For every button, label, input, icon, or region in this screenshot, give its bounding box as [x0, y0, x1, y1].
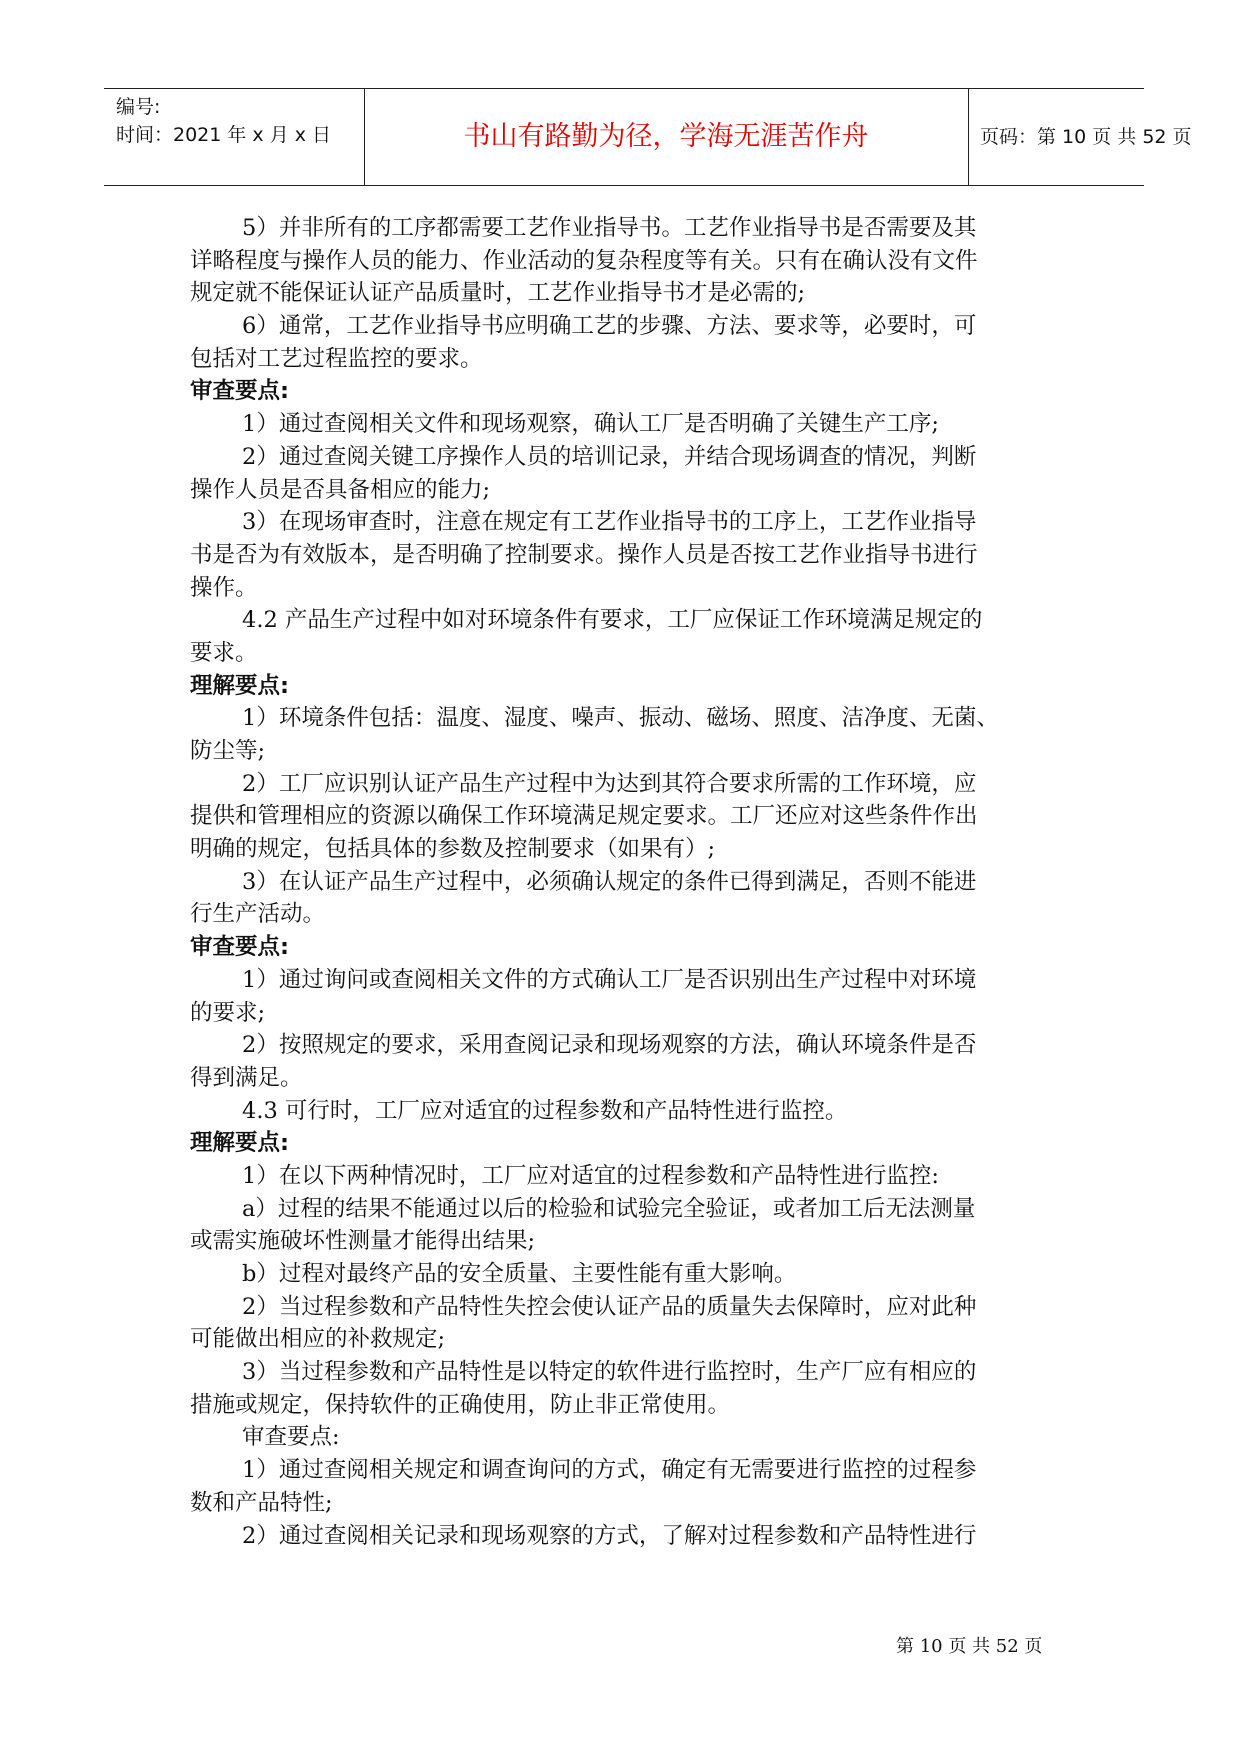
- text-line: 2）工厂应识别认证产品生产过程中为达到其符合要求所需的工作环境，应: [242, 770, 977, 797]
- text-line: 3）当过程参数和产品特性是以特定的软件进行监控时，生产厂应有相应的: [242, 1359, 977, 1386]
- text-line: 1）通过询问或查阅相关文件的方式确认工厂是否识别出生产过程中对环境: [242, 966, 977, 993]
- header-divider: [364, 89, 365, 185]
- section-heading: 审查要点:: [190, 378, 289, 405]
- text-line: 2）通过查阅关键工序操作人员的培训记录，并结合现场调查的情况，判断: [242, 443, 977, 470]
- header-motto: 书山有路勤为径，学海无涯苦作舟: [463, 121, 869, 152]
- text-line: 1）在以下两种情况时，工厂应对适宜的过程参数和产品特性进行监控:: [242, 1162, 939, 1189]
- text-line: 或需实施破坏性测量才能得出结果;: [190, 1228, 536, 1255]
- text-line: 详略程度与操作人员的能力、作业活动的复杂程度等有关。只有在确认没有文件: [190, 247, 978, 274]
- section-heading: 理解要点:: [190, 1130, 289, 1157]
- text-line: 4.2 产品生产过程中如对环境条件有要求，工厂应保证工作环境满足规定的: [242, 607, 983, 634]
- text-line: 包括对工艺过程监控的要求。: [190, 345, 483, 372]
- text-line: 操作。: [190, 574, 258, 601]
- text-line: 2）当过程参数和产品特性失控会使认证产品的质量失去保障时，应对此种: [242, 1293, 977, 1320]
- text-line: 明确的规定，包括具体的参数及控制要求（如果有）;: [190, 836, 716, 863]
- text-line: 数和产品特性;: [190, 1489, 333, 1516]
- page-footer: 第 10 页 共 52 页: [896, 1636, 1043, 1657]
- text-line: 防尘等;: [190, 738, 266, 764]
- text-line: 3）在认证产品生产过程中，必须确认规定的条件已得到满足，否则不能进: [242, 868, 977, 895]
- header-meta: [116, 93, 331, 149]
- section-heading: 理解要点:: [190, 672, 289, 699]
- text-line: 的要求;: [190, 999, 266, 1026]
- text-line: 可能做出相应的补救规定;: [190, 1326, 446, 1353]
- text-line: 提供和管理相应的资源以确保工作环境满足规定要求。工厂还应对这些条件作出: [190, 803, 978, 830]
- text-line: 1）通过查阅相关规定和调查询问的方式，确定有无需要进行监控的过程参: [242, 1457, 977, 1484]
- text-line: 书是否为有效版本，是否明确了控制要求。操作人员是否按工艺作业指导书进行: [190, 541, 978, 568]
- text-line: 要求。: [190, 639, 258, 666]
- text-line: 3）在现场审查时，注意在规定有工艺作业指导书的工序上，工艺作业指导: [242, 509, 977, 536]
- text-line: 2）按照规定的要求，采用查阅记录和现场观察的方法，确认环境条件是否: [242, 1032, 977, 1059]
- text-line: 得到满足。: [190, 1064, 303, 1091]
- document-body: [190, 212, 1055, 1552]
- time-label: 时间：2021 年 x 月 x 日: [116, 124, 332, 146]
- header-page-label: 页码：第 10 页 共 52 页: [980, 126, 1192, 148]
- text-line: 5）并非所有的工序都需要工艺作业指导书。工艺作业指导书是否需要及其: [242, 215, 977, 241]
- text-line: 措施或规定，保持软件的正确使用，防止非正常使用。: [190, 1391, 731, 1418]
- text-line: 2）通过查阅相关记录和现场观察的方式，了解对过程参数和产品特性进行: [242, 1522, 977, 1549]
- text-line: 1）通过查阅相关文件和现场观察，确认工厂是否明确了关键生产工序;: [242, 411, 939, 438]
- text-line: 规定就不能保证认证产品质量时，工艺作业指导书才是必需的;: [190, 280, 806, 307]
- page-header: [104, 88, 1192, 186]
- text-line: b）过程对最终产品的安全质量、主要性能有重大影响。: [242, 1261, 797, 1287]
- text-line: 6）通常，工艺作业指导书应明确工艺的步骤、方法、要求等，必要时，可: [242, 313, 977, 340]
- text-line: 行生产活动。: [190, 901, 326, 928]
- number-label: 编号:: [116, 96, 161, 118]
- section-heading: 审查要点:: [190, 934, 289, 961]
- text-line: 操作人员是否具备相应的能力;: [190, 476, 491, 503]
- text-line: 4.3 可行时，工厂应对适宜的过程参数和产品特性进行监控。: [242, 1097, 848, 1124]
- text-line: 1）环境条件包括：温度、湿度、噪声、振动、磁场、照度、洁净度、无菌、: [242, 705, 999, 732]
- text-line: 审查要点:: [242, 1424, 340, 1451]
- header-divider: [968, 89, 969, 185]
- text-line: a）过程的结果不能通过以后的检验和试验完全验证，或者加工后无法测量: [242, 1195, 976, 1222]
